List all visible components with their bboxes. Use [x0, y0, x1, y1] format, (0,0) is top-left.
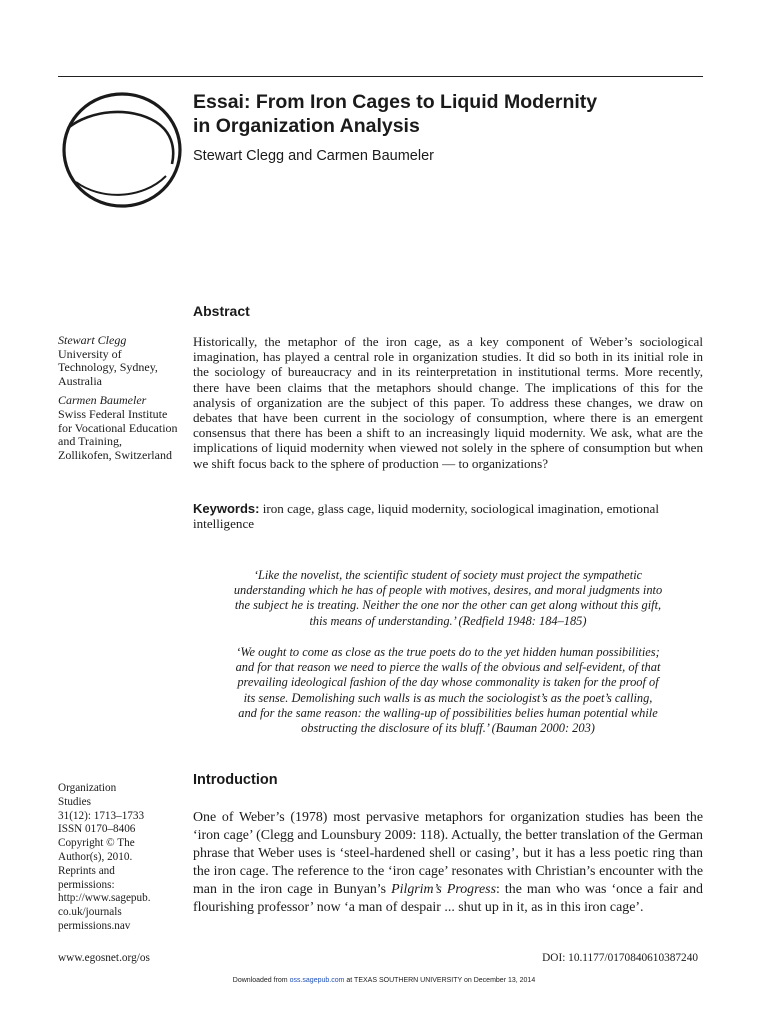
affiliation-name: Stewart Clegg [58, 333, 127, 347]
title-line-2: in Organization Analysis [193, 115, 420, 137]
quote-line: this means of understanding.’ (Redfield 1948: 184–185) [309, 613, 587, 628]
journal-info-line: Copyright © The [58, 837, 135, 850]
journal-info-line: permissions.nav [58, 919, 131, 932]
journal-logo-icon [60, 88, 184, 212]
affiliation-line: Technology, Sydney, [58, 360, 158, 375]
affiliation-baumeler [58, 394, 193, 462]
journal-info-line: ISSN 0170–8406 [58, 823, 136, 836]
journal-info-line: permissions: [58, 878, 115, 891]
keywords-text: iron cage, glass cage, liquid modernity, sociological imagination, emotional intelligence [193, 501, 659, 532]
affiliation-line: and Training, [58, 434, 123, 449]
quote-line: and for the same reason: the walling-up of possibilities belies human potential while [238, 705, 658, 720]
introduction-text [193, 809, 703, 918]
journal-info-line: Studies [58, 795, 91, 808]
epigraph-quote-bauman [193, 645, 703, 736]
intro-text-part: : the man who was ‘once a fair and flourishing professor’ now ‘a man of despair ... shut up in it, as in this iron cage’. [193, 882, 703, 916]
journal-info-line: Author(s), 2010. [58, 850, 133, 863]
journal-info-line: co.uk/journals [58, 906, 122, 919]
quote-line: ‘We ought to come as close as the true poets do to the yet hidden human possibilities; [236, 645, 660, 659]
affiliation-clegg [58, 334, 193, 388]
affiliation-line: for Vocational Education [58, 420, 178, 435]
journal-website: www.egosnet.org/os [58, 952, 150, 964]
intro-text-italic: Pilgrim’s Progress [391, 882, 496, 898]
epigraph-quote-redfield [193, 568, 703, 629]
download-suffix: at TEXAS SOUTHERN UNIVERSITY on December 13, 2014 [344, 977, 536, 984]
quote-line: and for that reason we need to pierce the walls of the obvious and self-evident, of that [235, 660, 661, 675]
journal-info-line: Organization [58, 782, 117, 794]
quote-line: obstructing the disclosure of its bluff.’ (Bauman 2000: 203) [301, 721, 595, 736]
download-prefix: Downloaded from [232, 977, 290, 984]
quote-line: its sense. Demolishing such walls is as much the sociologist’s as the poet’s calling, [243, 690, 653, 705]
abstract-text: Historically, the metaphor of the iron cage, as a key component of Weber’s sociological imagination, has played a central role in organization studies. It did so both in its initial role in the sociology of bureaucracy and in its reinterpretation in institutional terms. More recently, there have been claims that the metaphors should change. The implications of this for the analysis of organization are the subject of this paper. To address these changes, we draw on debates that have been current in the sociology of consumption, where there is an emergent consensus that there has been a shift to an increasingly liquid modernity. We ask, what are the implications of liquid modernity when viewed not solely in the sphere of consumption but when we shift focus back to the sphere of production — to organizations? [193, 334, 703, 471]
download-notice [0, 977, 768, 984]
intro-text-part: One of Weber’s (1978) most pervasive metaphors for organization studies has been the ‘iron cage’ (Clegg and Lounsbury 2009: 118). Actually, the better translation of the German phrase that Weber uses is ‘steel-hardened shell or casing’, but it has a less poetic ring than the iron cage. The reference to the ‘iron cage’ resonates with Christian’s encounter with the man in the iron cage in Bunyan’s [193, 810, 703, 898]
affiliation-line: Australia [58, 373, 102, 388]
affiliation-line: University of [58, 346, 122, 361]
abstract-heading: Abstract [193, 303, 250, 319]
author-affiliations [58, 334, 193, 468]
affiliation-line: Swiss Federal Institute [58, 406, 168, 421]
keywords [193, 501, 703, 531]
journal-info-line: Reprints and [58, 864, 115, 877]
journal-info [58, 782, 178, 934]
quote-line: understanding which he has of people with motives, desires, and moral judgments into [233, 583, 663, 598]
article-title [193, 90, 713, 138]
journal-info-line: http://www.sagepub. [58, 892, 151, 905]
download-link[interactable]: oss.sagepub.com [289, 977, 345, 984]
journal-info-line: 31(12): 1713–1733 [58, 809, 145, 822]
article-authors: Stewart Clegg and Carmen Baumeler [193, 148, 434, 164]
title-line-1: Essai: From Iron Cages to Liquid Modernity [193, 91, 598, 113]
header-rule [58, 76, 703, 77]
affiliation-name: Carmen Baumeler [58, 393, 147, 408]
introduction-heading: Introduction [193, 772, 278, 788]
quote-line: prevailing ideological fashion of the day whose commonality is taken for the proof of [237, 675, 659, 690]
affiliation-line: Zollikofen, Switzerland [58, 447, 172, 462]
quote-line: the subject he is treating. Neither the one nor the other can get along without this gift, [234, 598, 662, 613]
quote-line: ‘Like the novelist, the scientific student of society must project the sympathetic [253, 568, 643, 582]
doi: DOI: 10.1177/0170840610387240 [542, 952, 698, 964]
keywords-label: Keywords: [193, 501, 260, 516]
